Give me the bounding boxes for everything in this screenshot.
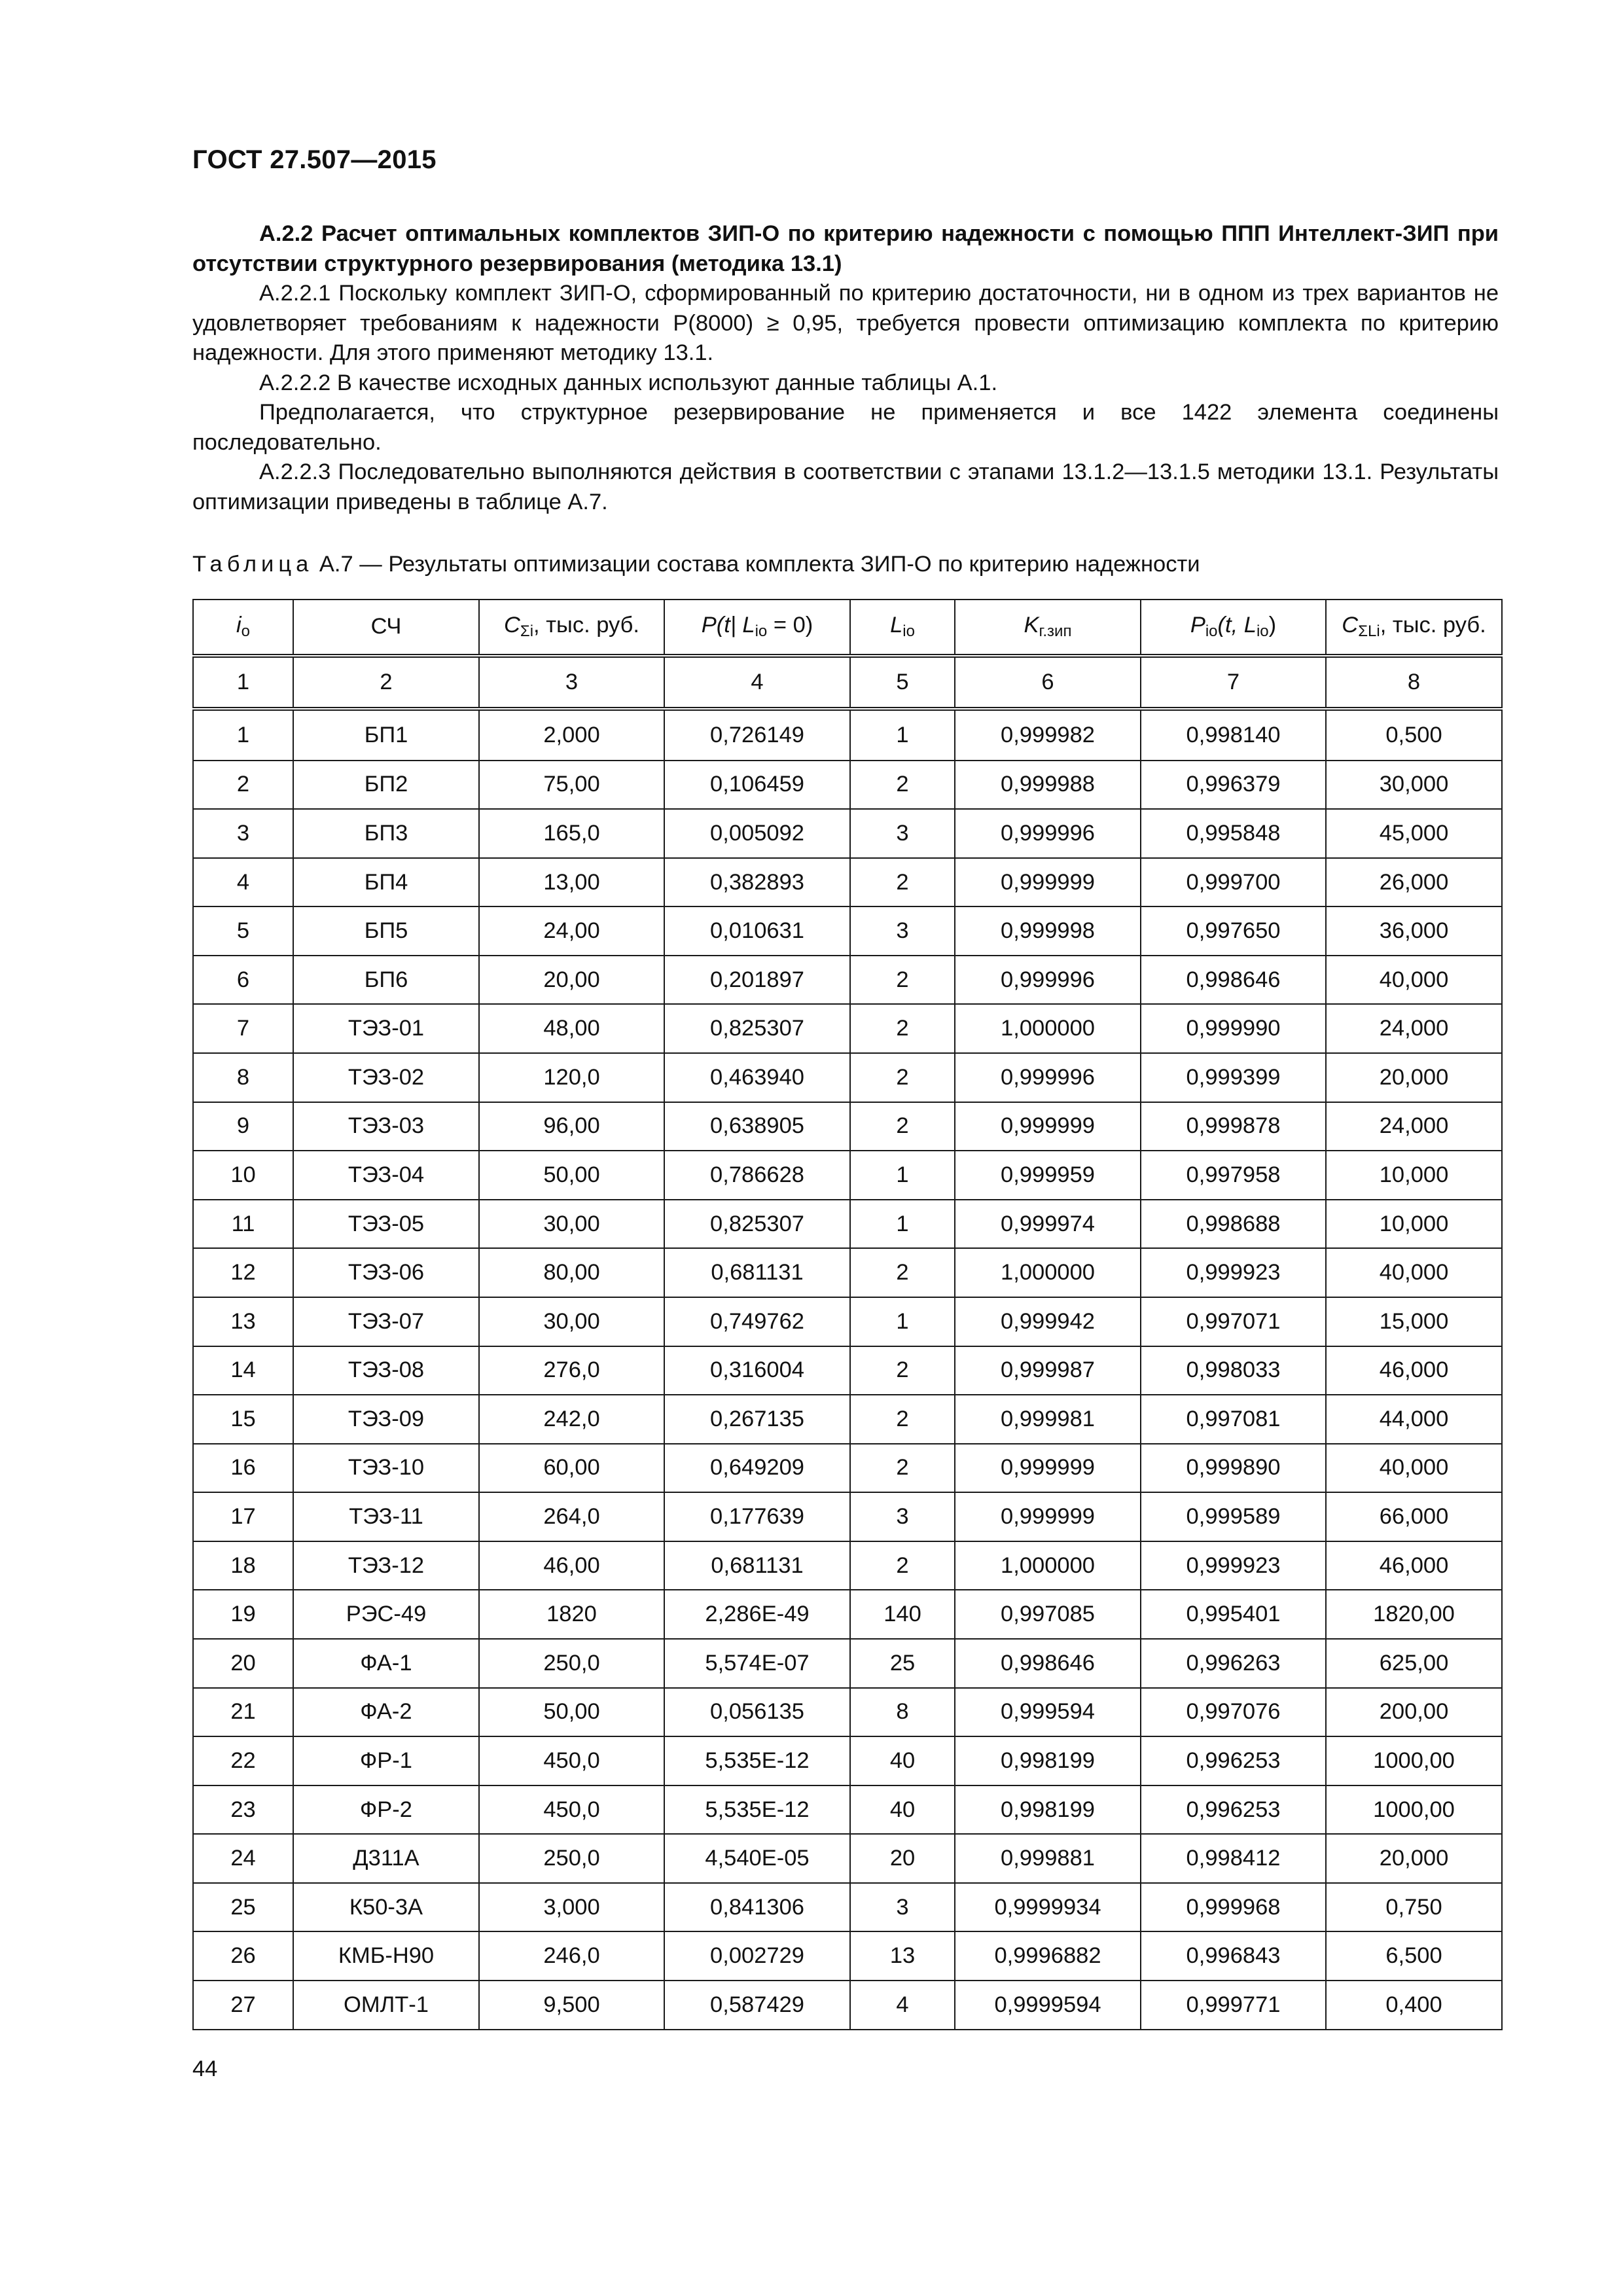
table-cell: 140 [850,1590,955,1639]
table-row [193,809,1502,858]
table-cell: 20,00 [479,956,664,1005]
table-cell: 6 [193,956,293,1005]
section-heading: А.2.2 Расчет оптимальных комплектов ЗИП-О по критерию надежности с помощью ППП Интеллект-ЗИП при отсутствии структурного резервирования (методика 13.1) [192,221,1499,276]
table-cell: 26 [193,1931,293,1981]
table-cell: 0,002729 [664,1931,850,1981]
table-cell: 46,00 [479,1541,664,1590]
header-p-t-l0: P(t| $L_{io} = 0$) [664,600,850,656]
table-cell: 20 [850,1834,955,1883]
table-cell: 1 [850,1151,955,1200]
table-cell: 0,995848 [1141,809,1326,858]
table-cell: ТЭЗ-12 [293,1541,479,1590]
table-row [193,1004,1502,1053]
table-row [193,956,1502,1005]
table-cell: 23 [193,1785,293,1835]
table-cell: 0,749762 [664,1297,850,1346]
table-cell: 40,000 [1326,1444,1502,1493]
table-cell: 15,000 [1326,1297,1502,1346]
table-cell: ТЭЗ-07 [293,1297,479,1346]
table-cell: 5,535E-12 [664,1736,850,1785]
table-cell: 0,996843 [1141,1931,1326,1981]
table-cell: ОМЛТ-1 [293,1981,479,2030]
table-cell: 0,999999 [955,1444,1141,1493]
table-cell: 80,00 [479,1248,664,1297]
table-cell: 0,786628 [664,1151,850,1200]
table-cell: 60,00 [479,1444,664,1493]
table-cell: ТЭЗ-08 [293,1346,479,1395]
table-row [193,1541,1502,1590]
table-cell: 50,00 [479,1688,664,1737]
table-cell: 13 [850,1931,955,1981]
table-row [193,1297,1502,1346]
table-cell: 0,997076 [1141,1688,1326,1737]
table-cell: 0,999981 [955,1395,1141,1444]
table-cell: 20,000 [1326,1834,1502,1883]
header-sch: СЧ [293,600,479,656]
table-cell: 276,0 [479,1346,664,1395]
table-cell: 2 [850,761,955,810]
table-cell: 0,999890 [1141,1444,1326,1493]
table-cell: ФР-1 [293,1736,479,1785]
table-cell: 2,286E-49 [664,1590,850,1639]
table-cell: 24,000 [1326,1004,1502,1053]
table-cell: 0,106459 [664,761,850,810]
table-cell: 22 [193,1736,293,1785]
table-cell: 0,681131 [664,1541,850,1590]
table-cell: 0,998033 [1141,1346,1326,1395]
table-cell: 30,00 [479,1200,664,1249]
table-cell: 26,000 [1326,858,1502,907]
table-cell: 2 [850,1004,955,1053]
table-cell: 8 [850,1688,955,1737]
table-row [193,1151,1502,1200]
table-cell: 0,587429 [664,1981,850,2030]
table-cell: 200,00 [1326,1688,1502,1737]
table-cell: 12 [193,1248,293,1297]
header-k-gzip: $K_{г.зип}$ [955,600,1141,656]
table-cell: 0,999594 [955,1688,1141,1737]
table-cell: БП1 [293,709,479,760]
table-cell: 1 [193,709,293,760]
table-cell: 10 [193,1151,293,1200]
table-cell: 40,000 [1326,956,1502,1005]
table-cell: 5 [193,906,293,956]
table-cell: 0,726149 [664,709,850,760]
table-cell: 0,996253 [1141,1785,1326,1835]
table-cell: 0,825307 [664,1004,850,1053]
table-cell: ТЭЗ-10 [293,1444,479,1493]
table-cell: 0,999942 [955,1297,1141,1346]
table-cell: 66,000 [1326,1492,1502,1541]
table-cell: ФР-2 [293,1785,479,1835]
table-cell: 2,000 [479,709,664,760]
table-cell: 0,996263 [1141,1639,1326,1688]
table-cell: 0,177639 [664,1492,850,1541]
table-cell: 0,999974 [955,1200,1141,1249]
table-cell: 1,000000 [955,1248,1141,1297]
table-cell: 250,0 [479,1834,664,1883]
table-cell: 2 [850,1248,955,1297]
table-cell: 0,998199 [955,1736,1141,1785]
column-number-row [193,656,1502,709]
table-cell: 25 [850,1639,955,1688]
table-cell: 1,000000 [955,1541,1141,1590]
table-cell: Д311А [293,1834,479,1883]
paragraph-a221: А.2.2.1 Поскольку комплект ЗИП-О, сформированный по критерию достаточности, ни в одном из трех вариантов не удовлетворяет требованиям к надежности P(8000) ≥ 0,95, требуется провести оптимизацию комплекта по критерию надежности. Для этого применяют методику 13.1. [192,281,1499,365]
table-cell: 20,000 [1326,1053,1502,1102]
table-cell: 0,999589 [1141,1492,1326,1541]
table-cell: 0,996253 [1141,1736,1326,1785]
table-cell: 0,999959 [955,1151,1141,1200]
table-cell: 1 [850,1200,955,1249]
table-cell: 14 [193,1346,293,1395]
header-lio: $L_{io}$ [850,600,955,656]
table-cell: 1000,00 [1326,1736,1502,1785]
table-cell: 5,574E-07 [664,1639,850,1688]
table-cell: 0,500 [1326,709,1502,760]
column-number: 4 [664,656,850,709]
document-code: ГОСТ 27.507—2015 [192,145,437,174]
table-cell: ТЭЗ-06 [293,1248,479,1297]
table-cell: 3 [193,809,293,858]
table-cell: 250,0 [479,1639,664,1688]
column-number: 2 [293,656,479,709]
table-cell: 2 [850,1346,955,1395]
section-text [192,219,1499,517]
table-cell: БП6 [293,956,479,1005]
paragraph-a223: А.2.2.3 Последовательно выполняются действия в соответствии с этапами 13.1.2—13.1.5 методики 13.1. Результаты оптимизации приведены в таблице А.7. [192,459,1499,514]
table-cell: 0,9999934 [955,1883,1141,1932]
table-cell: 15 [193,1395,293,1444]
table-cell: 10,000 [1326,1200,1502,1249]
table-cell: БП5 [293,906,479,956]
table-cell: 30,000 [1326,761,1502,810]
table-row [193,1444,1502,1493]
table-cell: 0,996379 [1141,761,1326,810]
table-caption [192,552,1200,577]
table-cell: 0,999881 [955,1834,1141,1883]
table-cell: 0,316004 [664,1346,850,1395]
table-cell: РЭС-49 [293,1590,479,1639]
table-cell: 0,999996 [955,1053,1141,1102]
paragraph-a222: А.2.2.2 В качестве исходных данных используют данные таблицы А.1. [259,370,998,395]
table-row [193,1981,1502,2030]
table-cell: 1 [850,1297,955,1346]
table-row [193,1053,1502,1102]
table-cell: 0,997085 [955,1590,1141,1639]
table-cell: 0,997650 [1141,906,1326,956]
table-cell: 2 [850,1395,955,1444]
table-cell: 0,999968 [1141,1883,1326,1932]
column-number: 8 [1326,656,1502,709]
table-row [193,1931,1502,1981]
table-row [193,1102,1502,1151]
table-cell: 0,999996 [955,956,1141,1005]
table-header-row [193,600,1502,656]
table-cell: ТЭЗ-05 [293,1200,479,1249]
table-cell: 3,000 [479,1883,664,1932]
table-cell: 17 [193,1492,293,1541]
table-cell: 48,00 [479,1004,664,1053]
table-cell: 0,999923 [1141,1248,1326,1297]
table-cell: 10,000 [1326,1151,1502,1200]
table-cell: 0,998199 [955,1785,1141,1835]
table-cell: 0,005092 [664,809,850,858]
table-cell: 3 [850,906,955,956]
table-cell: 0,999878 [1141,1102,1326,1151]
table-cell: 120,0 [479,1053,664,1102]
column-number: 7 [1141,656,1326,709]
table-cell: 0,997958 [1141,1151,1326,1200]
table-cell: 2 [850,1053,955,1102]
results-table [192,599,1503,2030]
table-cell: 0,999982 [955,709,1141,760]
table-cell: 0,999987 [955,1346,1141,1395]
table-cell: 46,000 [1326,1346,1502,1395]
table-cell: 0,382893 [664,858,850,907]
table-row [193,906,1502,956]
table-row [193,1883,1502,1932]
table-row [193,1200,1502,1249]
table-cell: 46,000 [1326,1541,1502,1590]
table-row [193,1639,1502,1688]
table-cell: 4 [193,858,293,907]
table-cell: 2 [850,1541,955,1590]
table-cell: 0,999990 [1141,1004,1326,1053]
table-cell: ТЭЗ-04 [293,1151,479,1200]
table-cell: 25 [193,1883,293,1932]
table-cell: 75,00 [479,761,664,810]
paragraph-assumption: Предполагается, что структурное резервирование не применяется и все 1422 элемента соединены последовательно. [192,400,1499,455]
table-cell: 13,00 [479,858,664,907]
table-cell: 0,010631 [664,906,850,956]
table-cell: 0,999999 [955,1492,1141,1541]
table-cell: 0,638905 [664,1102,850,1151]
table-cell: 2 [850,1102,955,1151]
table-row [193,1492,1502,1541]
table-cell: 0,997081 [1141,1395,1326,1444]
table-cell: ТЭЗ-01 [293,1004,479,1053]
table-cell: 36,000 [1326,906,1502,956]
column-number: 6 [955,656,1141,709]
table-cell: ТЭЗ-11 [293,1492,479,1541]
table-cell: 1820,00 [1326,1590,1502,1639]
table-cell: 165,0 [479,809,664,858]
table-cell: 11 [193,1200,293,1249]
table-cell: БП4 [293,858,479,907]
table-cell: 9,500 [479,1981,664,2030]
table-cell: 246,0 [479,1931,664,1981]
table-cell: 0,998646 [955,1639,1141,1688]
table-cell: ФА-2 [293,1688,479,1737]
table-cell: 0,999996 [955,809,1141,858]
table-cell: БП2 [293,761,479,810]
table-cell: 40,000 [1326,1248,1502,1297]
table-cell: 40 [850,1736,955,1785]
table-cell: 0,999700 [1141,858,1326,907]
table-cell: 0,999998 [955,906,1141,956]
table-cell: 0,999399 [1141,1053,1326,1102]
table-row [193,1688,1502,1737]
table-cell: 40 [850,1785,955,1835]
table-cell: 5,535E-12 [664,1785,850,1835]
table-cell: 0,841306 [664,1883,850,1932]
table-cell: 6,500 [1326,1931,1502,1981]
table-cell: 2 [850,956,955,1005]
table-cell: 0,998412 [1141,1834,1326,1883]
table-cell: 19 [193,1590,293,1639]
table-cell: 3 [850,1492,955,1541]
table-cell: 20 [193,1639,293,1688]
table-cell: 0,999923 [1141,1541,1326,1590]
table-cell: 0,997071 [1141,1297,1326,1346]
table-cell: 44,000 [1326,1395,1502,1444]
table-cell: ТЭЗ-09 [293,1395,479,1444]
table-row [193,1395,1502,1444]
table-cell: 4,540E-05 [664,1834,850,1883]
table-cell: 45,000 [1326,809,1502,858]
table-cell: 27 [193,1981,293,2030]
table-cell: 3 [850,1883,955,1932]
table-cell: 0,267135 [664,1395,850,1444]
table-cell: 30,00 [479,1297,664,1346]
table-cell: 50,00 [479,1151,664,1200]
table-cell: 0,750 [1326,1883,1502,1932]
table-cell: 18 [193,1541,293,1590]
table-cell: 24,00 [479,906,664,956]
table-cell: 4 [850,1981,955,2030]
table-row [193,1346,1502,1395]
column-number: 5 [850,656,955,709]
table-caption-text: А.7 — Результаты оптимизации состава комплекта ЗИП-О по критерию надежности [319,552,1200,577]
table-cell: 13 [193,1297,293,1346]
table-cell: 0,998688 [1141,1200,1326,1249]
header-c-sum-i: $C_{\Sigma i}$, тыс. руб. [479,600,664,656]
table-row [193,1590,1502,1639]
table-cell: 0,998646 [1141,956,1326,1005]
table-cell: 1000,00 [1326,1785,1502,1835]
table-cell: 1 [850,709,955,760]
table-cell: 1820 [479,1590,664,1639]
table-cell: 0,201897 [664,956,850,1005]
table-cell: 0,681131 [664,1248,850,1297]
table-cell: БП3 [293,809,479,858]
table-cell: К50-3А [293,1883,479,1932]
table-cell: 450,0 [479,1736,664,1785]
table-cell: 242,0 [479,1395,664,1444]
table-cell: 96,00 [479,1102,664,1151]
page-number: 44 [192,2056,218,2081]
header-io: $i_o$ [193,600,293,656]
table-row [193,761,1502,810]
table-cell: 21 [193,1688,293,1737]
table-cell: 0,9996882 [955,1931,1141,1981]
table-row [193,1248,1502,1297]
table-cell: 0,649209 [664,1444,850,1493]
table-cell: 2 [850,858,955,907]
table-cell: 3 [850,809,955,858]
table-cell: 2 [850,1444,955,1493]
table-cell: 0,400 [1326,1981,1502,2030]
table-cell: 24,000 [1326,1102,1502,1151]
table-row [193,709,1502,760]
table-cell: КМБ-Н90 [293,1931,479,1981]
table-row [193,1736,1502,1785]
table-cell: 0,998140 [1141,709,1326,760]
table-cell: 0,999988 [955,761,1141,810]
column-number: 1 [193,656,293,709]
table-cell: 0,056135 [664,1688,850,1737]
header-pio-t-lio: $P_{io}(t$, $L_{io}$) [1141,600,1326,656]
table-row [193,1785,1502,1835]
column-number: 3 [479,656,664,709]
table-cell: 9 [193,1102,293,1151]
table-cell: 24 [193,1834,293,1883]
table-cell: 16 [193,1444,293,1493]
table-cell: 7 [193,1004,293,1053]
table-cell: 625,00 [1326,1639,1502,1688]
table-cell: 0,9999594 [955,1981,1141,2030]
table-cell: 0,825307 [664,1200,850,1249]
table-cell: ТЭЗ-02 [293,1053,479,1102]
header-c-sum-li: $C_{\Sigma Li}$, тыс. руб. [1326,600,1502,656]
table-cell: ТЭЗ-03 [293,1102,479,1151]
table-cell: 450,0 [479,1785,664,1835]
table-cell: 2 [193,761,293,810]
table-cell: 0,999771 [1141,1981,1326,2030]
table-cell: 8 [193,1053,293,1102]
table-cell: ФА-1 [293,1639,479,1688]
table-cell: 0,463940 [664,1053,850,1102]
table-row [193,858,1502,907]
table-caption-prefix: Таблица [192,552,313,577]
table-cell: 264,0 [479,1492,664,1541]
table-cell: 0,995401 [1141,1590,1326,1639]
table-cell: 1,000000 [955,1004,1141,1053]
table-cell: 0,999999 [955,858,1141,907]
table-cell: 0,999999 [955,1102,1141,1151]
table-row [193,1834,1502,1883]
